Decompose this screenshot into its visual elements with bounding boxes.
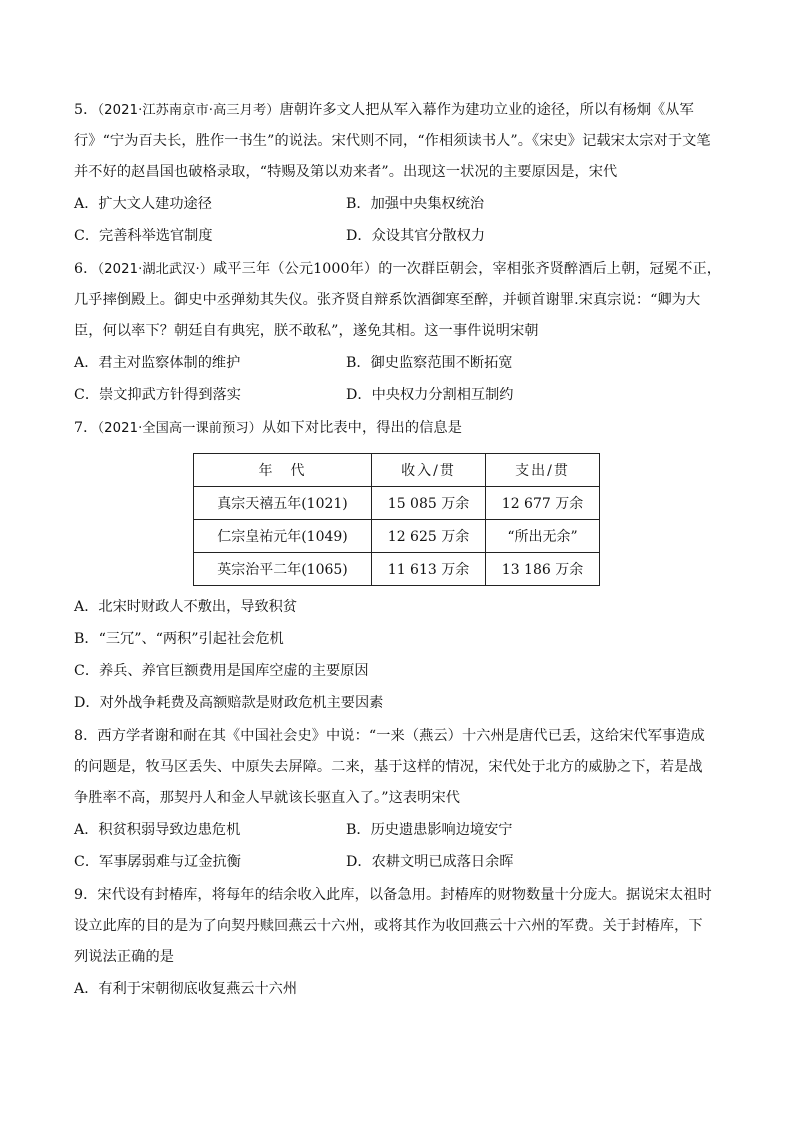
question-5-line-3: 并不好的赵昌国也破格录取，“特赐及第以劝来者”。出现这一状况的主要原因是，宋代 <box>74 164 618 180</box>
question-7-option-a: A．北宋时财政人不敷出，导致积贫 <box>74 599 298 615</box>
question-6-line-1 <box>74 259 734 280</box>
question-stem: 宋代设有封椿库，将每年的结余收入此库，以备急用。封椿库的财物数量十分庞大。据说宋太祖时 <box>97 887 712 903</box>
question-5-option-b: B．加强中央集权统治 <box>346 196 485 212</box>
question-6-line-2: 几乎摔倒殿上。御史中丞弹劾其失仪。张齐贤自辩系饮酒御寒至醉，并顿首谢罪.宋真宗说：“卿为大 <box>74 292 701 308</box>
question-source: （2021·全国高一课前预习） <box>97 421 262 436</box>
question-stem: 从如下对比表中，得出的信息是 <box>261 420 462 436</box>
question-8-option-c: C．军事孱弱难与辽金抗衡 <box>74 854 241 870</box>
question-source: （2021·江苏南京市·高三月考） <box>97 103 280 118</box>
question-5-option-a: A．扩大文人建功途径 <box>74 196 212 212</box>
question-6-option-a: A．君主对监察体制的维护 <box>74 355 241 371</box>
question-9-option-a: A．有利于宋朝彻底收复燕云十六州 <box>74 981 298 997</box>
finance-comparison-table <box>193 453 600 586</box>
question-9-line-2: 设立此库的目的是为了向契丹赎回燕云十六州，或将其作为收回燕云十六州的军费。关于封椿库，下 <box>74 918 703 934</box>
table-cell: “所出无余” <box>486 520 600 553</box>
question-9-line-1 <box>74 885 734 905</box>
question-stem: 咸平三年（公元1000年）的一次群臣朝会，宰相张齐贤醉酒后上朝，冠冕不正， <box>213 261 722 277</box>
table-row <box>194 520 600 553</box>
question-8-line-2: 的问题是，牧马区丢失、中原失去屏障。二来，基于这样的情况，宋代处于北方的威胁之下，若是战 <box>74 759 703 775</box>
question-8-line-3: 争胜率不高，那契丹人和金人早就该长驱直入了。”这表明宋代 <box>74 790 461 806</box>
question-number: 7． <box>74 420 98 436</box>
question-7-option-b: B．“三冗”、“两积”引起社会危机 <box>74 631 284 647</box>
question-8-option-d: D．农耕文明已成落日余晖 <box>346 854 514 870</box>
header-income: 收入/贯 <box>372 454 486 487</box>
table-row <box>194 487 600 520</box>
table-cell: 真宗天禧五年(1021) <box>194 487 372 520</box>
header-era: 年 代 <box>194 454 372 487</box>
table-header-row <box>194 454 600 487</box>
question-5-option-d: D．众设其官分散权力 <box>346 228 486 244</box>
table-cell: 12 677 万余 <box>486 487 600 520</box>
table-cell: 11 613 万余 <box>372 553 486 586</box>
question-5-line-1 <box>74 100 734 121</box>
question-number: 6． <box>74 261 98 277</box>
question-7-line-1 <box>74 418 734 439</box>
question-stem: 西方学者谢和耐在其《中国社会史》中说：“一来（燕云）十六州是唐代已丢，这给宋代军事造成 <box>97 728 705 744</box>
question-6-option-c: C．崇文抑武方针得到落实 <box>74 387 241 403</box>
question-8-option-a: A．积贫积弱导致边患危机 <box>74 822 241 838</box>
question-5-line-2: 行》“宁为百夫长，胜作一书生”的说法。宋代则不同，“作相须读书人”。《宋史》记载宋太宗对于文笔 <box>74 133 711 149</box>
header-expense: 支出/贯 <box>486 454 600 487</box>
table-row <box>194 553 600 586</box>
table-cell: 15 085 万余 <box>372 487 486 520</box>
question-source: （2021·湖北武汉·） <box>97 262 214 277</box>
table-cell: 12 625 万余 <box>372 520 486 553</box>
question-6-option-d: D．中央权力分割相互制约 <box>346 387 514 403</box>
question-5-option-c: C．完善科举选官制度 <box>74 228 213 244</box>
question-7-option-d: D．对外战争耗费及高额赔款是财政危机主要因素 <box>74 695 384 711</box>
question-6-option-b: B．御史监察范围不断拓宽 <box>346 355 513 371</box>
question-stem: 唐朝许多文人把从军入幕作为建功立业的途径，所以有杨炯《从军 <box>279 102 694 118</box>
question-8-line-1 <box>74 726 734 746</box>
table-cell: 仁宗皇祐元年(1049) <box>194 520 372 553</box>
question-9-line-3: 列说法正确的是 <box>74 949 175 965</box>
question-number: 8． <box>74 728 98 744</box>
table-cell: 13 186 万余 <box>486 553 600 586</box>
question-number: 9． <box>74 887 98 903</box>
question-7-option-c: C．养兵、养官巨额费用是国库空虚的主要原因 <box>74 663 369 679</box>
question-8-option-b: B．历史遗患影响边境安宁 <box>346 822 513 838</box>
question-6-line-3: 臣，何以率下？朝廷自有典宪，朕不敢私”，遂免其相。这一事件说明宋朝 <box>74 323 539 339</box>
table-cell: 英宗治平二年(1065) <box>194 553 372 586</box>
question-number: 5． <box>74 102 98 118</box>
